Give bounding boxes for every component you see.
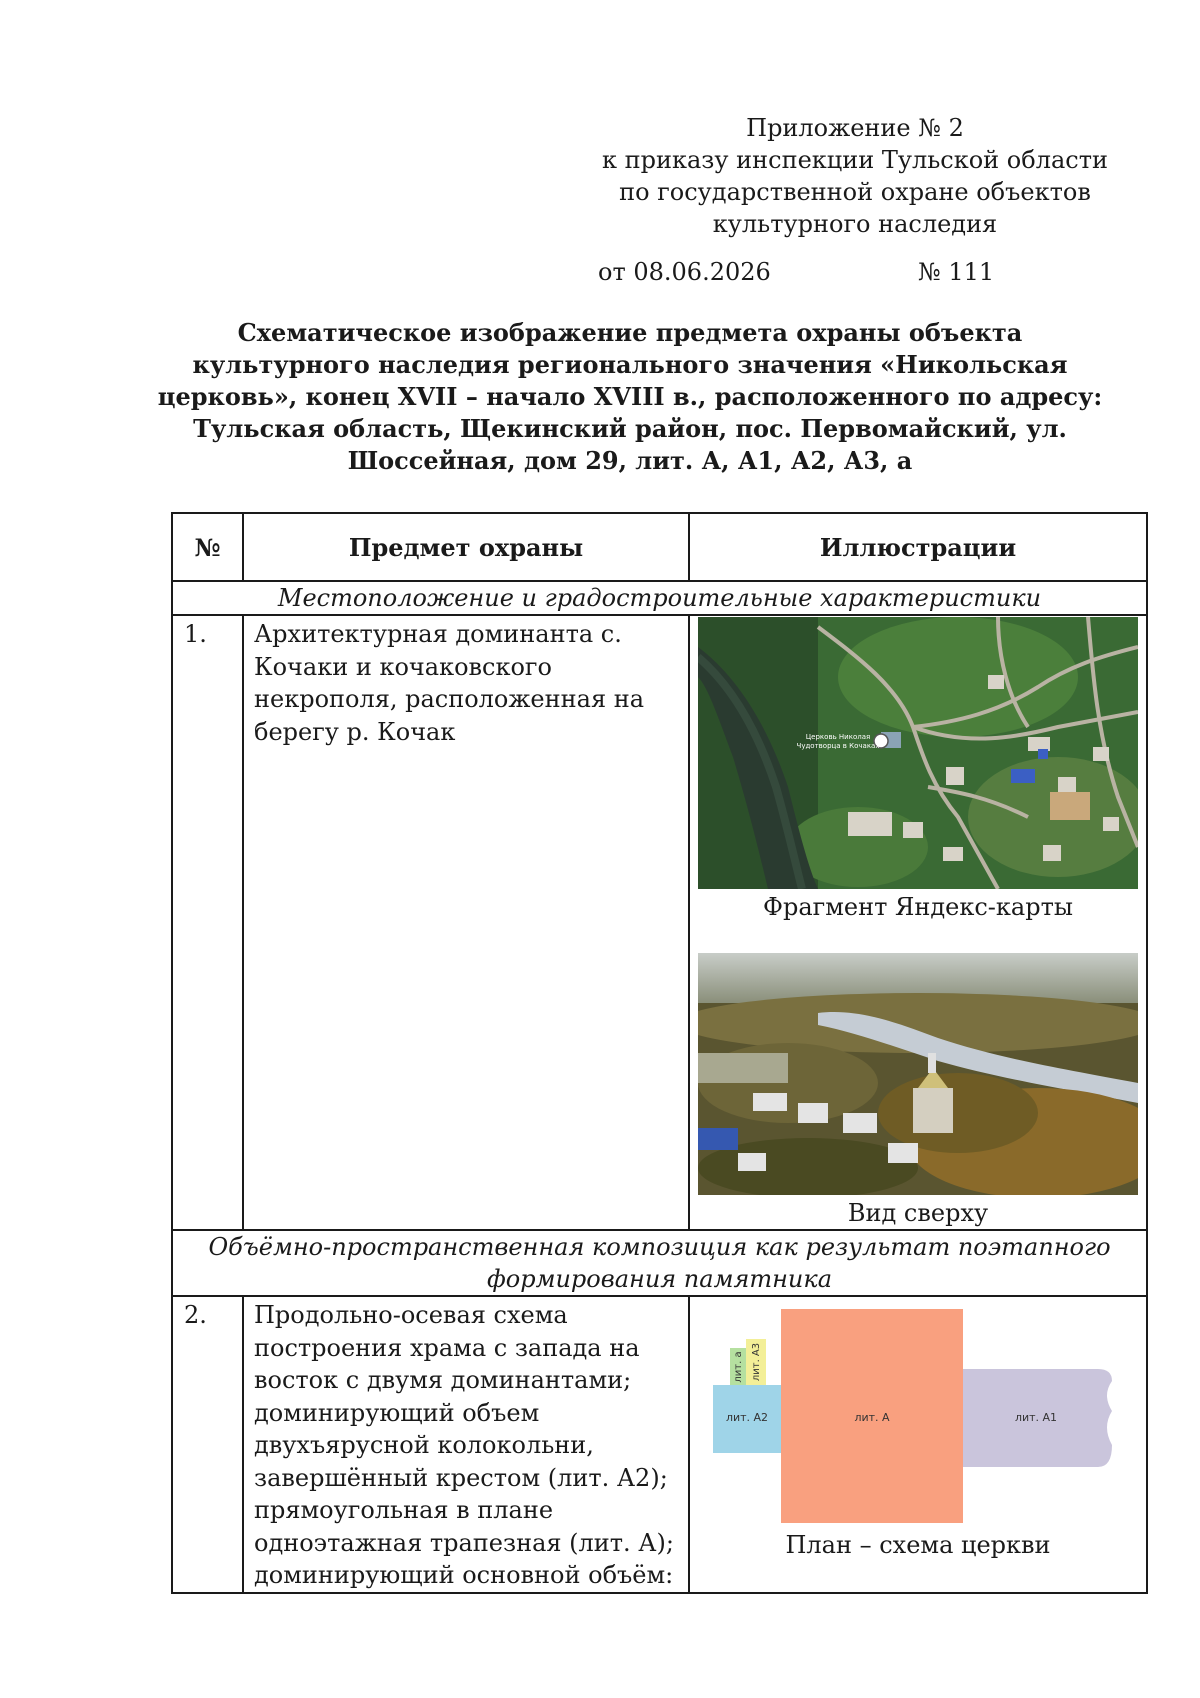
appendix-line: Приложение № 2 [746,114,964,142]
table-row [172,1296,1147,1593]
protection-table [171,512,1148,1594]
appendix-line: к приказу инспекции Тульской области [602,146,1108,174]
order-date: от 08.06.2026 [598,258,771,286]
row-description: Архитектурная доминанта с. Кочаки и кочаковского некрополя, расположенная на берегу р. Кочак [243,615,689,1230]
map-label-line1: Церковь Николая [805,733,871,741]
map-caption: Фрагмент Яндекс-карты [763,893,1073,921]
satellite-map-image [698,617,1138,889]
document-title: Схематическое изображение предмета охраны объекта культурного наследия регионального значения «Никольская церковь», конец XVII – начало XVIII в., расположенного по адресу: Тульская область, Щекинский район, пос. Первомайский, ул. Шоссейная, дом 29, лит. А, А1, А2, А3, а [157,318,1103,475]
header-illustrations: Иллюстрации [689,513,1147,581]
aerial-caption: Вид сверху [847,1199,989,1227]
plan-label-lit-a3: лит. А3 [751,1342,762,1382]
section-heading-row [172,1230,1147,1296]
plan-label-lit-a: лит. А [854,1411,890,1424]
header-number: № [172,513,243,581]
plan-label-lit-a1: лит. А1 [1014,1411,1058,1424]
section-heading-row [172,581,1147,615]
table-header-row [172,513,1147,581]
map-label-line2: Чудотворца в Кочаках [796,742,880,750]
appendix-line: по государственной охране объектов [619,178,1091,206]
illustration-cell [689,1296,1147,1593]
aerial-photo-image [698,953,1138,1195]
row-number: 1. [172,615,243,1230]
row-number: 2. [172,1296,243,1593]
appendix-block [585,112,1125,240]
illustration-cell [689,615,1147,1230]
plan-label-lit-a-small: лит. а [733,1351,744,1383]
appendix-line: культурного наследия [712,210,998,238]
order-number: № 111 [918,258,995,286]
header-subject: Предмет охраны [243,513,689,581]
section-heading: Объёмно-пространственная композиция как результат поэтапного формирования памятника [172,1230,1147,1296]
row-description: Продольно-осевая схема построения храма с запада на восток с двумя доминантами; доминирующий объем двухъярусной колокольни, завершённый крестом (лит. А2); прямоугольная в плане одноэтажная трапезная (лит. А); доминирующий основной объём: [243,1296,689,1593]
church-plan-diagram [698,1303,1138,1543]
table-row [172,615,1147,1230]
plan-caption: План – схема церкви [785,1531,1051,1559]
section-heading: Местоположение и градостроительные характеристики [172,581,1147,615]
plan-label-lit-a2: лит. А2 [725,1411,769,1424]
